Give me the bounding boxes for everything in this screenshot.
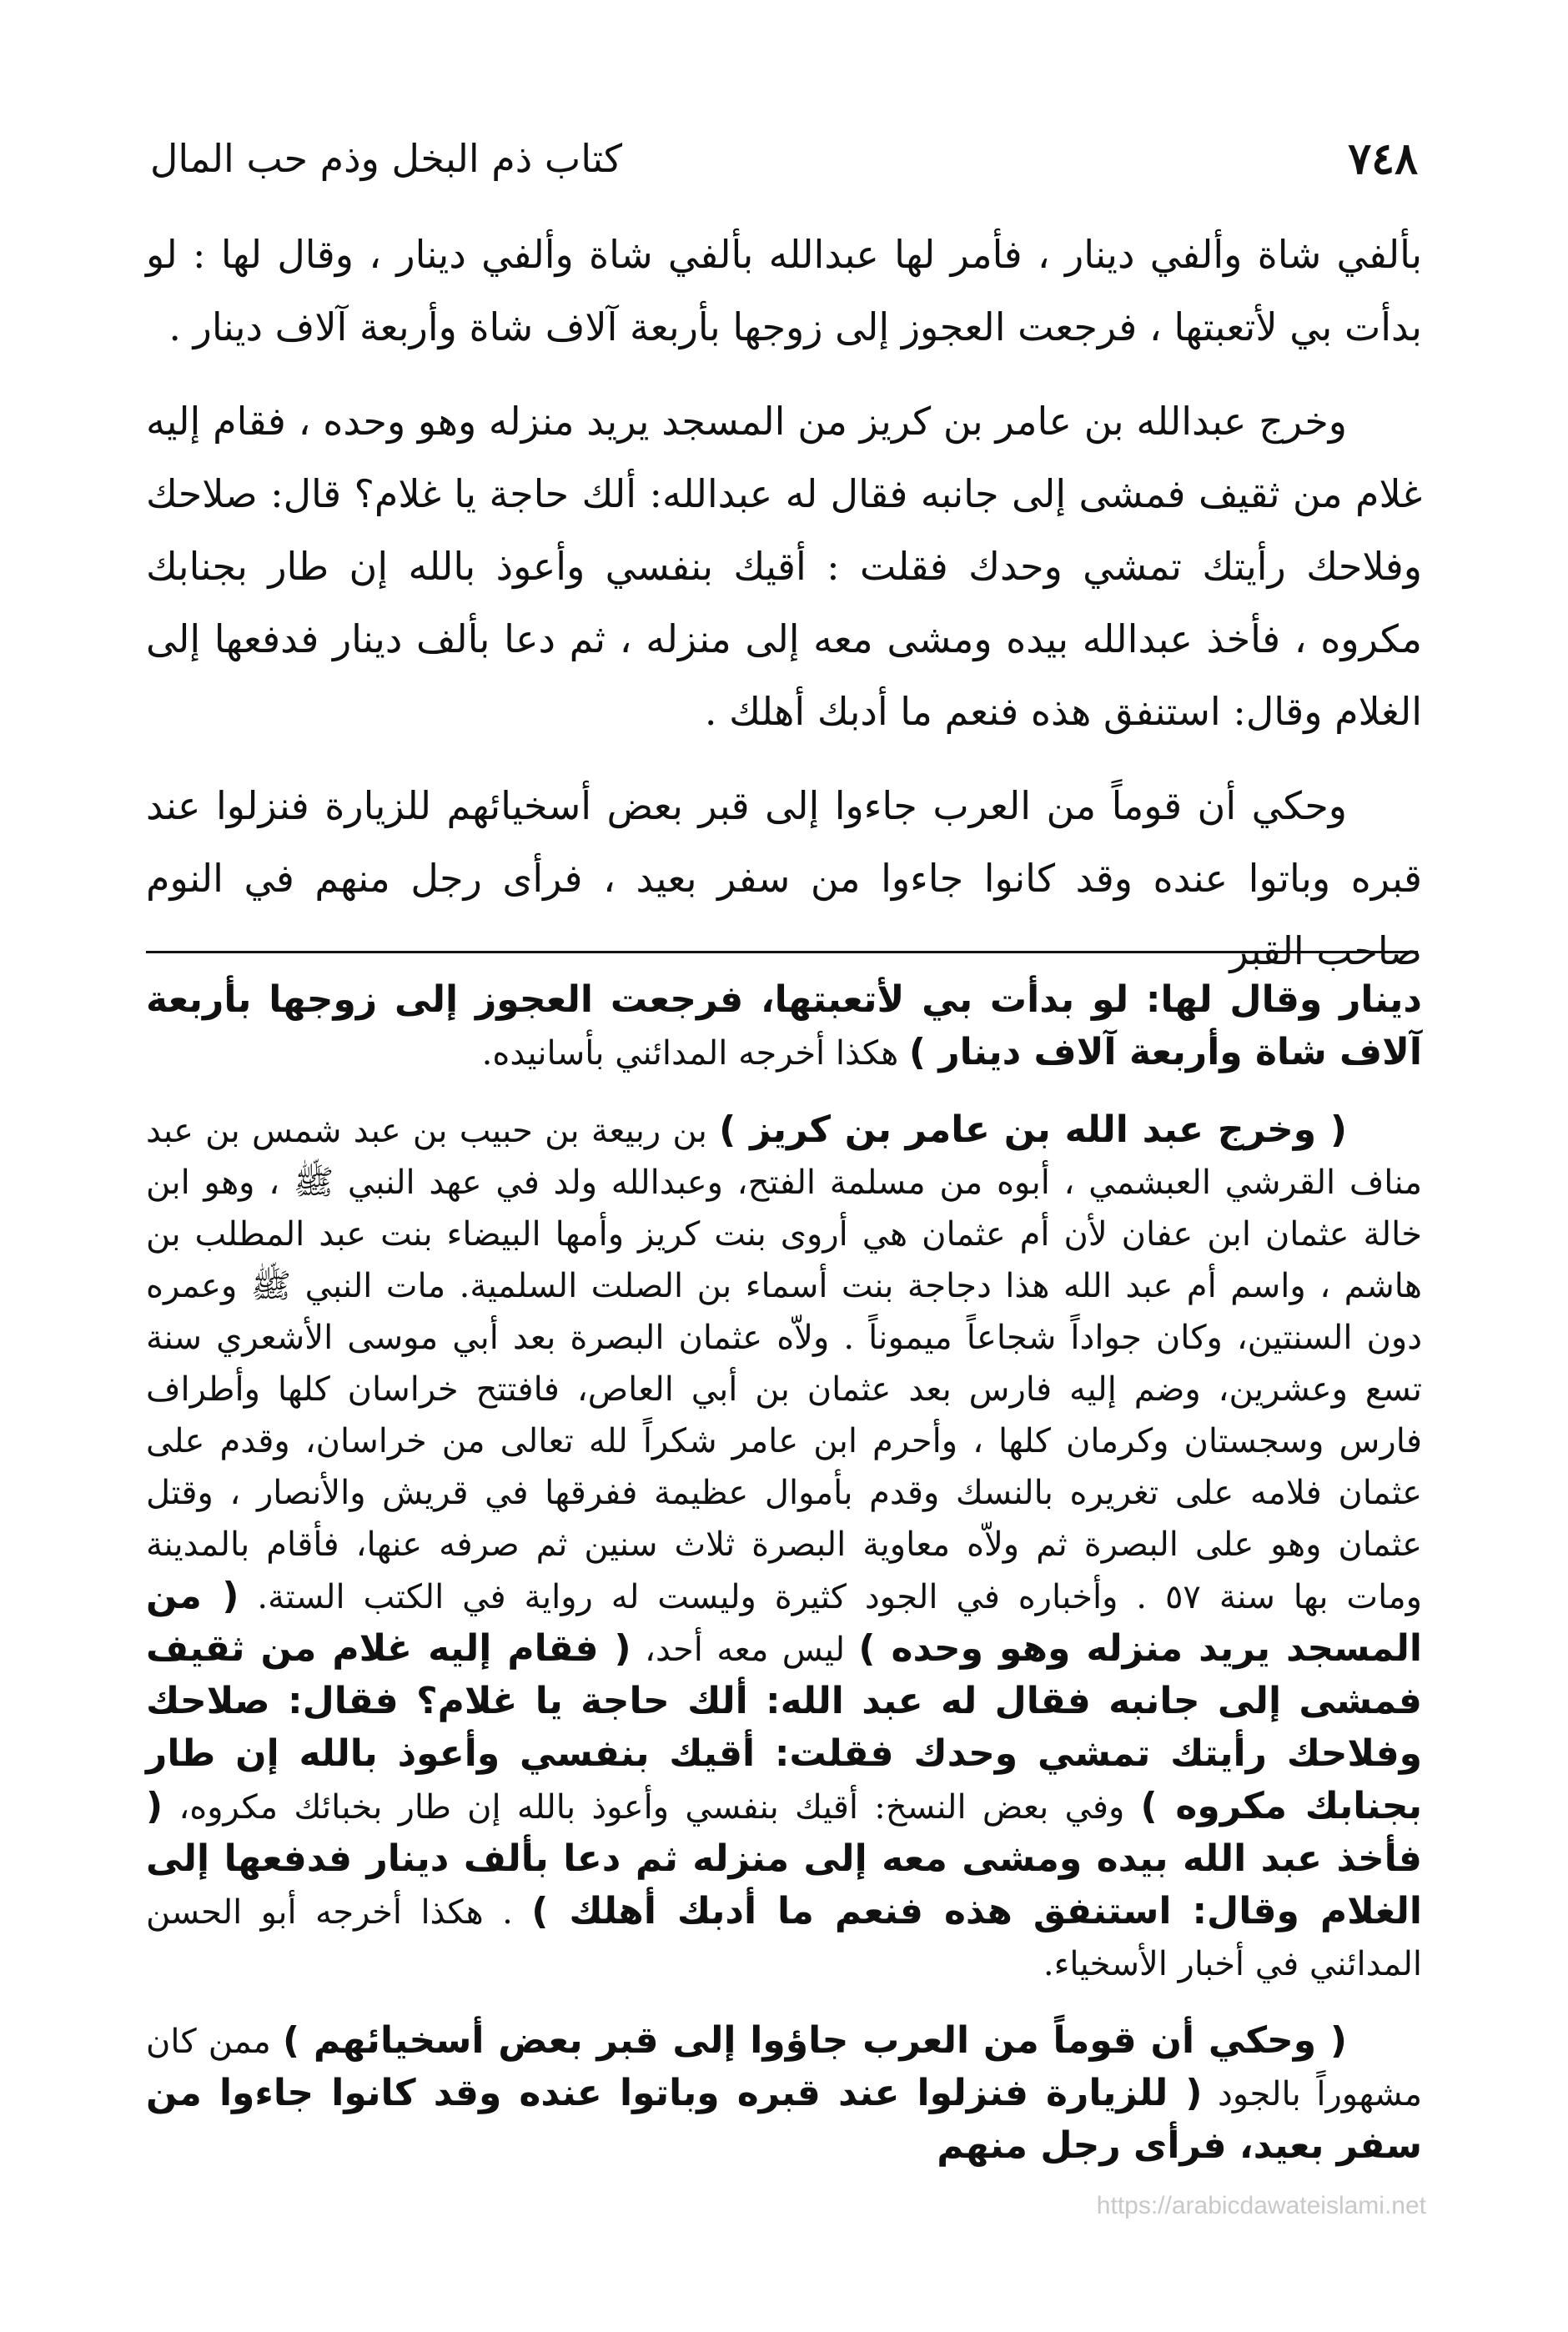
commentary-paragraph-3 <box>146 2015 1422 2173</box>
main-paragraph-3: وحكي أن قوماً من العرب جاءوا إلى قبر بعض أسخيائهم للزيارة فنزلوا عند قبره وباتوا عنده وقد كانوا جاءوا من سفر بعيد ، فرأى رجل منهم في النوم صاحب القبر <box>146 783 1422 973</box>
commentary-paragraph-2 <box>146 1104 1422 1990</box>
commentary-text: هكذا أخرجه المدائني بأسانيده. <box>481 1034 909 1073</box>
main-text <box>146 219 1422 1009</box>
commentary-quote: ( من المسجد يريد منزله وهو وحده ) <box>146 1575 1422 1670</box>
commentary-quote: ( وخرج عبد الله بن عامر بن كريز ) <box>719 1108 1348 1151</box>
commentary <box>146 974 1422 2198</box>
commentary-paragraph-1 <box>146 974 1422 1079</box>
running-title: كتاب ذم البخل وذم حب المال <box>150 136 622 181</box>
commentary-text: ليس معه أحد، <box>631 1631 859 1669</box>
main-paragraph-2: وخرج عبدالله بن عامر بن كريز من المسجد يريد منزله وهو وحده ، فقام إليه غلام من ثقيف فمشى إلى جانبه فقال له عبدالله: ألك حاجة يا غلام؟ قال: صلاحك وفلاحك رأيتك تمشي وحدك فقلت : أقيك بنفسي وأعوذ بالله إن طار بجنابك مكروه ، فأخذ عبدالله بيده ومشى معه إلى منزله ، ثم دعا بألف دينار فدفعها إلى الغلام وقال: استنفق هذه فنعم ما أدبك أهلك . <box>146 399 1422 734</box>
commentary-quote: ( للزيارة فنزلوا عند قبره وباتوا عنده وقد كانوا جاءوا من سفر بعيد، فرأى رجل منهم <box>146 2072 1422 2167</box>
page-number: ٧٤٨ <box>1348 133 1418 184</box>
separator-rule <box>146 951 1418 953</box>
commentary-text: . هكذا أخرجه أبو الحسن المدائني في أخبار الأسخياء. <box>146 1893 1422 1983</box>
main-paragraph-1: بألفي شاة وألفي دينار ، فأمر لها عبدالله بألفي شاة وألفي دينار ، وقال لها : لو بدأت بي لأتعبتها ، فرجعت العجوز إلى زوجها بأربعة آلاف شاة وأربعة آلاف دينار . <box>146 232 1422 349</box>
commentary-quote: دينار وقال لها: لو بدأت بي لأتعبتها، فرجعت العجوز إلى زوجها بأربعة آلاف شاة وأربعة آلاف دينار ) <box>146 978 1422 1073</box>
page-header <box>150 125 1418 192</box>
commentary-text: بن ربيعة بن حبيب بن عبد شمس بن عبد مناف القرشي العبشمي ، أبوه من مسلمة الفتح، وعبدالله ولد في عهد النبي ﷺ ، وهو ابن خالة عثمان ابن عفان لأن أم عثمان هي أروى بنت كريز وأمها البيضاء بنت عبد المطلب بن هاشم ، واسم أم عبد الله هذا دجاجة بنت أسماء بن الصلت السلمية. مات النبي ﷺ وعمره دون السنتين، وكان جواداً شجاعاً ميموناً . ولاّه عثمان البصرة بعد أبي موسى الأشعري سنة تسع وعشرين، وضم إليه فارس بعد عثمان بن أبي العاص، فافتتح خراسان كلها وأطراف فارس وسجستان وكرمان كلها ، وأحرم ابن عامر شكراً لله تعالى من خراسان، وقدم على عثمان فلامه على تغريره بالنسك وقدم بأموال عظيمة ففرقها في قريش والأنصار ، وقتل عثمان وهو على البصرة ثم ولاّه معاوية البصرة ثلاث سنين ثم صرفه عنها، فأقام بالمدينة ومات بها سنة ٥٧ . وأخباره في الجود كثيرة وليست له رواية في الكتب الستة. <box>146 1112 1423 1616</box>
commentary-text: وفي بعض النسخ: أقيك بنفسي وأعوذ بالله إن طار بخبائك مكروه، <box>163 1788 1141 1827</box>
commentary-quote: ( فقام إليه غلام من ثقيف فمشى إلى جانبه فقال له عبد الله: ألك حاجة يا غلام؟ فقال: صلاحك وفلاحك رأيتك تمشي وحدك فقلت: أقيك بنفسي وأعوذ بالله إن طار بجنابك مكروه ) <box>146 1627 1422 1827</box>
commentary-quote: ( وحكي أن قوماً من العرب جاؤوا إلى قبر بعض أسخيائهم ) <box>282 2019 1347 2062</box>
watermark-url: https://arabicdawateislami.net <box>1096 2192 1426 2219</box>
commentary-quote: ( فأخذ عبد الله بيده ومشى معه إلى منزله ثم دعا بألف دينار فدفعها إلى الغلام وقال: استنفق هذه فنعم ما أدبك أهلك ) <box>146 1785 1423 1932</box>
commentary-text: ممن كان مشهوراً بالجود <box>146 2023 1422 2113</box>
